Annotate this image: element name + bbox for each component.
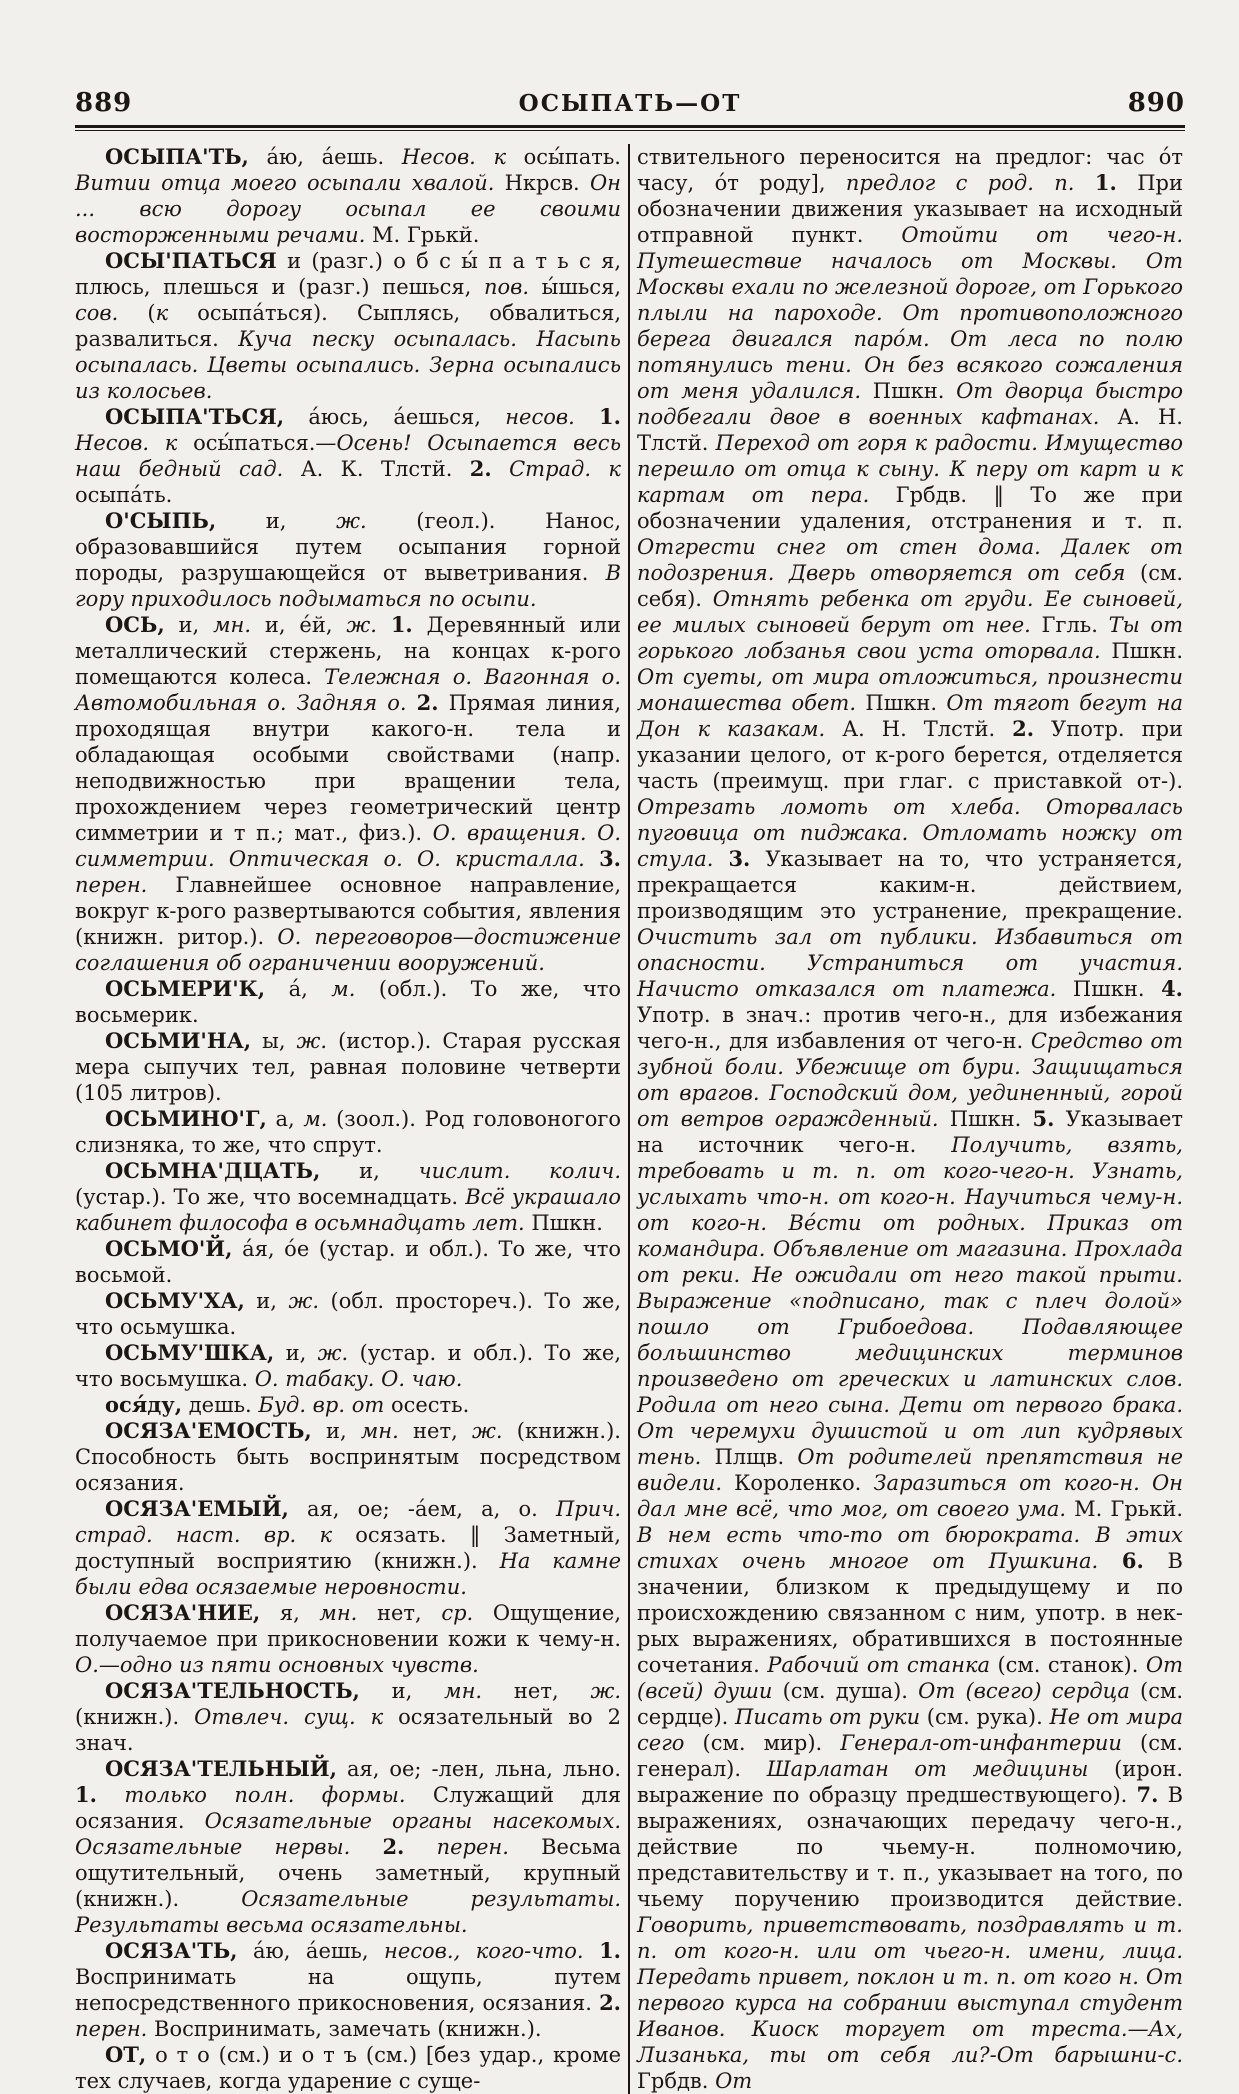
text-run: (см. душа). — [772, 1679, 919, 1703]
text-run: (геол.). Нанос, образовавшийся путем осыпания горной породы, разрушающейся от выветривания. — [75, 509, 621, 585]
text-run: Витии отца моего осыпали хвалой. — [75, 171, 505, 195]
text-run: (истор.). Старая русская мера сыпучих тел, равная половине четверти (105 литров). — [75, 1029, 621, 1105]
text-run: Заразиться от кого-н. Он дал мне всё, что мог, от своего ума. — [637, 1471, 1183, 1521]
text-run: ОСЫПА'ТЬ, — [105, 144, 249, 169]
text-run: Пшкн. — [856, 691, 947, 715]
text-run: ая, ое; -лен, льна, льно. — [336, 1757, 621, 1781]
text-run: м. — [303, 1107, 328, 1131]
text-run: Ты от горького лобзанья свои уста оторвала. — [637, 613, 1183, 663]
text-run: Средство от зубной боли. Убежище от бури. Защищаться от врагов. Господский дом, уединенный, горой от ветров огражденный. — [637, 1029, 1183, 1131]
column-right — [637, 144, 1183, 2094]
text-run: а, — [266, 1107, 304, 1131]
text-run: М. Грькй. — [1066, 1497, 1183, 1521]
text-run: Воспринимать, замечать (книжн.). — [147, 2017, 542, 2041]
text-run: (см. мир). — [684, 1731, 841, 1755]
text-run: Осязательные органы насекомых. Осязательные нервы. — [75, 1809, 621, 1859]
text-run: 3. — [728, 846, 751, 871]
text-run: (книжн.). Способность быть воспринятым посредством осязания. — [75, 1419, 621, 1495]
text-run: ОСЯЗА'ТЬ, — [105, 1938, 238, 1963]
text-run: 2. — [416, 690, 439, 715]
text-run: а́я, о́е (устар. и обл.). То же, что восьмой. — [75, 1237, 621, 1287]
text-run: Деревянный или металлический стержень, на концах к-рого помещаются колеса. — [75, 613, 621, 689]
text-run: нет, — [482, 1679, 591, 1703]
text-run: мн. — [360, 1419, 399, 1443]
text-run: Пшкн. — [1056, 977, 1162, 1001]
text-run: ОСЯЗА'ЕМЫЙ, — [105, 1496, 289, 1521]
text-run: (устар.). То же, что восемнадцать. — [75, 1185, 466, 1209]
text-run: Отойти от чего-н. Путешествие началось от Москвы. От Москвы ехали по железной дороге, от Горького плыли на пароходе. От противоположного берега двигался паро́м. От леса по полю потянулись тени. Он без всякого сожаления от меня удалился. — [637, 223, 1184, 403]
page-header — [75, 88, 1185, 118]
text-run: Прич. страд. наст. вр. к — [75, 1497, 621, 1547]
text-run: осыпа́ться). Сыплясь, обвалиться, развалиться. — [75, 301, 621, 351]
text-run: ОСЬМНА'ДЦАТЬ, — [105, 1158, 321, 1183]
text-run: предлог с род. п. — [845, 171, 1075, 195]
text-run: несов. — [505, 405, 575, 429]
header-rule — [75, 125, 1185, 131]
column-divider — [628, 144, 630, 2094]
text-run: ОСЯЗА'ТЕЛЬНОСТЬ, — [105, 1678, 360, 1703]
page-number-left: 889 — [75, 88, 133, 118]
text-run: ОСЬМУ'ХА, — [105, 1288, 245, 1313]
text-run: сов. — [75, 301, 119, 325]
text-run — [404, 1835, 436, 1859]
text-run: а́, — [265, 977, 332, 1001]
text-run — [350, 1835, 382, 1859]
text-run: ствительного переносится на предлог: час о́т часу, о́т роду], — [637, 145, 1183, 195]
text-run: 2. — [1012, 716, 1035, 741]
text-run: Указывает на то, что устраняется, прекращается каким-н. действием, производящим это устранение, прекращение. — [637, 847, 1183, 923]
text-run: (зоол.). Род головоногого слизняка, то же, что спрут. — [75, 1107, 621, 1157]
text-run: А. К. Тлстй. — [283, 457, 470, 481]
text-run: Весьма ощутительный, очень заметный, крупный (книжн.). — [75, 1835, 621, 1911]
entry-osmushka — [75, 1340, 621, 1392]
text-run — [377, 613, 391, 637]
text-run: От тягот бегут на Дон к казакам. — [637, 691, 1184, 741]
text-run: Отвлеч. сущ. к — [194, 1705, 399, 1729]
text-run: ( — [118, 301, 156, 325]
text-run: (см. генерал). — [637, 1731, 1183, 1781]
text-run: (устар. и обл.). То же, что восьмушка. — [75, 1341, 621, 1391]
entry-osyazatelnyy — [75, 1756, 621, 1938]
text-run: В выражениях, означающих передачу чего-н., действие по чьему-н. полномочию, представительству и т. п., указывает на того, по чьему поручению производится действие. — [637, 1783, 1184, 1911]
text-run: (см. рука). — [920, 1705, 1050, 1729]
text-run: к — [155, 301, 169, 325]
text-run: а́ю, а́ешь, — [237, 1939, 384, 1963]
text-run: осесть. — [390, 1393, 470, 1417]
text-run: Несов. к — [401, 145, 524, 169]
entry-osyazanie — [75, 1600, 621, 1678]
text-run: (книжн.). — [75, 1705, 195, 1729]
text-run: ж. — [346, 613, 377, 637]
entry-osminog — [75, 1106, 621, 1158]
text-run — [713, 847, 728, 871]
text-run: несов., кого-что. — [384, 1939, 584, 1963]
text-run: ося́ду, — [105, 1392, 183, 1417]
text-run: А. Н. Тлстй. — [825, 717, 1013, 741]
text-run: О. вращения. О. симметрии. Оптическая о. О. кристалла. — [75, 821, 621, 871]
text-run: Плщв. — [701, 1445, 798, 1469]
entry-osmerik — [75, 976, 621, 1028]
entry-osyazaemost — [75, 1418, 621, 1496]
text-run: От родителей препятствия не видели. — [637, 1445, 1183, 1495]
text-run: 5. — [1032, 1106, 1055, 1131]
text-run: Пшкн. — [524, 1211, 603, 1235]
text-run: Генерал-от-инфантерии — [840, 1731, 1122, 1755]
page-number-right: 890 — [1127, 88, 1185, 118]
text-run: ОСЬМИНО'Г, — [105, 1106, 267, 1131]
text-run: перен. — [75, 873, 148, 897]
text-run: ОСЬМО'Й, — [105, 1236, 233, 1261]
text-run: Употр. при указании целого, от к-рого берется, отделяется часть (преимущ. при глаг. с приставкой от-). — [637, 717, 1184, 793]
text-run: От (всей) души — [637, 1653, 1184, 1703]
text-run: От дворца быстро подбегали двое в военных кафтанах. — [637, 379, 1183, 429]
text-run: Употр. в знач.: против чего-н., для избежания чего-н., для избавления от чего-н. — [637, 1003, 1183, 1053]
text-run: пов. — [483, 275, 530, 299]
text-run: Служащий для осязания. — [75, 1783, 621, 1833]
text-run: ж. — [336, 509, 367, 533]
text-run: Осень! Осыпается весь наш бедный сад. — [75, 431, 621, 481]
entry-ot-continuation — [637, 144, 1183, 2094]
text-run: и, — [216, 509, 337, 533]
text-run: 2. — [599, 1990, 621, 2015]
text-run: 4. — [1161, 976, 1183, 1001]
text-run: Он ... всю дорогу осыпал ее своими восторженными речами. — [75, 171, 621, 247]
text-run: М. Грькй. — [372, 223, 480, 247]
text-run: (ирон. выражение по образцу предшествующего). — [637, 1757, 1184, 1807]
text-run: числит. колич. — [418, 1159, 622, 1183]
entry-os — [75, 612, 621, 976]
text-run: ОСЯЗА'ЕМОСТЬ, — [105, 1418, 312, 1443]
header-title: ОСЫПАТЬ—ОТ — [518, 90, 742, 117]
text-run — [1098, 1549, 1122, 1573]
text-run: (см. станок). — [990, 1653, 1146, 1677]
text-run: и, е́й, — [251, 613, 347, 637]
entry-osmina — [75, 1028, 621, 1106]
text-run: мн. — [319, 1601, 358, 1625]
text-run: Страд. к — [509, 457, 621, 481]
text-run: ж. — [296, 1029, 328, 1053]
text-run: Ощущение, получаемое при прикосновении кожи к чему-н. — [75, 1601, 621, 1651]
text-run: 1. — [390, 612, 413, 637]
text-run: ОСЫ'ПАТЬСЯ — [105, 248, 277, 273]
text-run: м. — [331, 977, 356, 1001]
entry-osypatsya-sov — [75, 248, 621, 404]
text-run — [407, 691, 417, 715]
text-run: Куча песку осыпалась. Насыпь осыпалась. Цветы осыпались. Зерна осыпались из колосьев. — [75, 327, 621, 403]
text-run: и, — [244, 1289, 289, 1313]
text-run: На камне были едва осязаемые неровности. — [75, 1549, 622, 1599]
text-run: Получить, взять, требовать и т. п. от кого-чего-н. Узнать, услыхать что-н. от кого-н. Научиться чему-н. от кого-н. Ве́сти от родных. Приказ от командира. Объявление от магазина. Прохлада от реки. Не ожидали от него такой прыти. Выражение «подписано, так с плеч долой» пошло от Грибоедова. Подавляющее большинство медицинских терминов произведено от греческих и латинских слов. Родила от него сына. Дети от первого брака. От черемухи душистой и от лип кудрявых тень. — [637, 1133, 1183, 1469]
text-run: Переход от горя к радости. Имущество перешло от отца к сыну. К перу от карт и к картам от пера. — [637, 431, 1184, 507]
text-run: Отгрести снег от стен дома. Далек от подозрения. Дверь отворяется от себя — [637, 535, 1183, 585]
text-run: ОСЫПА'ТЬСЯ, — [105, 404, 285, 429]
text-run: Грбдв. ‖ То же при обозначении удаления, отстранения и т. п. — [637, 483, 1183, 533]
text-run — [584, 1939, 600, 1963]
text-run: и, — [320, 1159, 419, 1183]
text-run: Грбдв. — [637, 2069, 716, 2093]
text-run: ОСЬ, — [105, 612, 165, 637]
entry-osypatsya-nesov — [75, 404, 621, 508]
text-run: Всё украшало кабинет философа в осьмнадцать лет. — [75, 1185, 621, 1235]
text-run: ОТ, — [105, 2042, 147, 2067]
text-run: и, — [274, 1341, 318, 1365]
text-run: ая, ое; -а́ем, а, о. — [288, 1497, 556, 1521]
text-run: Короленко. — [722, 1471, 874, 1495]
text-run — [575, 405, 599, 429]
text-run: ОСЬМУ'ШКА, — [105, 1340, 275, 1365]
text-run: и (разг.) о б с ы́ п а т ь с я, плюсь, плешься и (разг.) пешься, — [75, 249, 621, 299]
text-run: 1. — [599, 1938, 621, 1963]
entry-osmnadtsat — [75, 1158, 621, 1236]
text-run: Не от мира сего — [637, 1705, 1184, 1755]
text-columns — [75, 144, 1185, 2094]
text-run: Несов. к — [75, 431, 194, 455]
text-run: Главнейшее основное направление, вокруг к-рого развертываются события, явления (книжн. ритор.). — [75, 873, 621, 949]
text-run: Пшкн. — [938, 1107, 1033, 1131]
text-run: 1. — [75, 1782, 97, 1807]
text-run: Говорить, приветствовать, поздравлять и т. п. от кого-н. или от чьего-н. имени, лица. Передать привет, поклон и т. п. от кого н. От первого курса на собрании выступал студент Иванов. Киоск торгует от треста.—Ах, Лизанька, ты от себя ли?-От барышни-с. — [637, 1913, 1183, 2067]
text-run: О.—одно из пяти основных чувств. — [75, 1653, 479, 1677]
text-run: 6. — [1121, 1548, 1144, 1573]
text-run: осязательный во 2 знач. — [75, 1705, 621, 1755]
entry-osyazat — [75, 1938, 621, 2042]
text-run: и, — [311, 1419, 361, 1443]
text-run — [585, 847, 599, 871]
text-run: осы́паться.— — [193, 431, 337, 455]
entry-osyp — [75, 508, 621, 612]
text-run: (см. сердце). — [637, 1679, 1183, 1729]
text-run: Пшкн. — [861, 379, 957, 403]
text-run: О. табаку. О. чаю. — [254, 1367, 463, 1391]
entry-osmukha — [75, 1288, 621, 1340]
text-run: Шарлатан от медицины — [766, 1757, 1089, 1781]
text-run: осязать. ‖ Заметный, доступный восприятию (книжн.). — [75, 1523, 621, 1573]
text-run: ОСЯЗА'ТЕЛЬНЫЙ, — [105, 1756, 337, 1781]
text-run: 7. — [1136, 1782, 1159, 1807]
text-run: ОСЬМИ'НА, — [105, 1028, 252, 1053]
text-run: нет, — [398, 1419, 473, 1443]
text-run: Отрезать ломоть от хлеба. Оторвалась пуговица от пиджака. Отломать ножку от стула. — [637, 795, 1183, 871]
text-run: Осязательные результаты. Результаты весьма осязательны. — [75, 1887, 621, 1937]
text-run: О'СЫПЬ, — [105, 508, 217, 533]
text-run: А. Н. Тлстй. — [637, 405, 1183, 455]
text-run: В значении, близком к предыдущему и по происхождению связанном с ним, употр. в нек-рых выражениях, обратившихся в постоянные сочетания. — [637, 1549, 1183, 1677]
text-run: ы́шься, — [529, 275, 622, 299]
text-run: 1. — [1094, 170, 1117, 195]
text-run: перен. — [75, 2017, 148, 2041]
text-run: От суеты, от мира отложиться, произнести монашества обет. — [637, 665, 1183, 715]
text-run: При обозначении движения указывает на исходный отправной пункт. — [637, 171, 1183, 247]
text-run: ж. — [288, 1289, 319, 1313]
text-run: дешь. — [182, 1393, 259, 1417]
text-run: о т о (см.) и о т ъ (см.) [без удар., кроме тех случаев, когда ударение с суще- — [75, 2043, 621, 2093]
text-run: От — [715, 2069, 753, 2093]
text-run: ОСЬМЕРИ'К, — [105, 976, 266, 1001]
text-run: 3. — [599, 846, 621, 871]
text-run: От (всего) сердца — [918, 1679, 1130, 1703]
text-run: и, — [359, 1679, 445, 1703]
text-run: осыпа́ть. — [75, 483, 173, 507]
text-run: мн. — [444, 1679, 483, 1703]
text-run: Рабочий от станка — [767, 1653, 991, 1677]
text-run: Тележная о. Вагонная о. Автомобильная о. Задняя о. — [75, 665, 621, 715]
text-run: Ггль. — [1030, 613, 1109, 637]
text-run: мн. — [213, 613, 251, 637]
entry-osyazatelnost — [75, 1678, 621, 1756]
entry-osyadu — [75, 1392, 621, 1418]
text-run: перен. — [436, 1835, 509, 1859]
text-run: (обл.). То же, что восьмерик. — [75, 977, 622, 1027]
text-run — [97, 1783, 124, 1807]
text-run: осы́пать. — [523, 145, 621, 169]
text-run: Пшкн. — [1100, 639, 1184, 663]
text-run — [492, 457, 509, 481]
text-run: Воспринимать на ощупь, путем непосредственного прикосновения, осязания. — [75, 1965, 621, 2015]
text-run: В нем есть что-то от бюрократа. В этих стихах очень многое от Пушкина. — [637, 1523, 1183, 1573]
text-run: Отнять ребенка от груди. Ее сыновей, ее милых сыновей берут от нее. — [637, 587, 1183, 637]
text-run: ср. — [441, 1601, 474, 1625]
text-run: ж. — [472, 1419, 503, 1443]
entry-osyazaemyy — [75, 1496, 621, 1600]
text-run: Нкрсв. — [504, 171, 590, 195]
text-run: ж. — [317, 1341, 349, 1365]
text-run: 2. — [382, 1834, 405, 1859]
text-run: нет, — [357, 1601, 442, 1625]
text-run: Буд. вр. от — [258, 1393, 391, 1417]
text-run: и, — [164, 613, 214, 637]
entry-osypat — [75, 144, 621, 248]
text-run: (см. себя). — [637, 561, 1183, 611]
text-run: ж. — [590, 1679, 621, 1703]
text-run — [1074, 171, 1094, 195]
text-run: Писать от руки — [735, 1705, 921, 1729]
text-run: ы, — [251, 1029, 297, 1053]
text-run: только полн. формы. — [124, 1783, 406, 1807]
text-run: 1. — [599, 404, 621, 429]
entry-osmoy — [75, 1236, 621, 1288]
text-run: я, — [260, 1601, 320, 1625]
text-run: Очистить зал от публики. Избавиться от опасности. Устраниться от участия. Начисто отказался от платежа. — [637, 925, 1183, 1001]
column-left — [75, 144, 621, 2094]
text-run: а́юсь, а́ешься, — [284, 405, 506, 429]
text-run: 2. — [469, 456, 492, 481]
text-run: ОСЯЗА'НИЕ, — [105, 1600, 261, 1625]
text-run: В гору приходилось подыматься по осыпи. — [75, 561, 621, 611]
text-run: О. переговоров—достижение соглашения об ограничении вооружений. — [75, 925, 621, 975]
entry-ot — [75, 2042, 621, 2094]
text-run: Прямая линия, проходящая внутри какого-н. тела и обладающая особыми свойствами (напр. неподвижностью при вращении тела, прохождением через геометрический центр симметрии и т п.; мат., физ.). — [75, 691, 621, 845]
text-run: Указывает на источник чего-н. — [637, 1107, 1184, 1157]
text-run: (обл. простореч.). То же, что осьмушка. — [75, 1289, 621, 1339]
text-run: а́ю, а́ешь. — [248, 145, 402, 169]
